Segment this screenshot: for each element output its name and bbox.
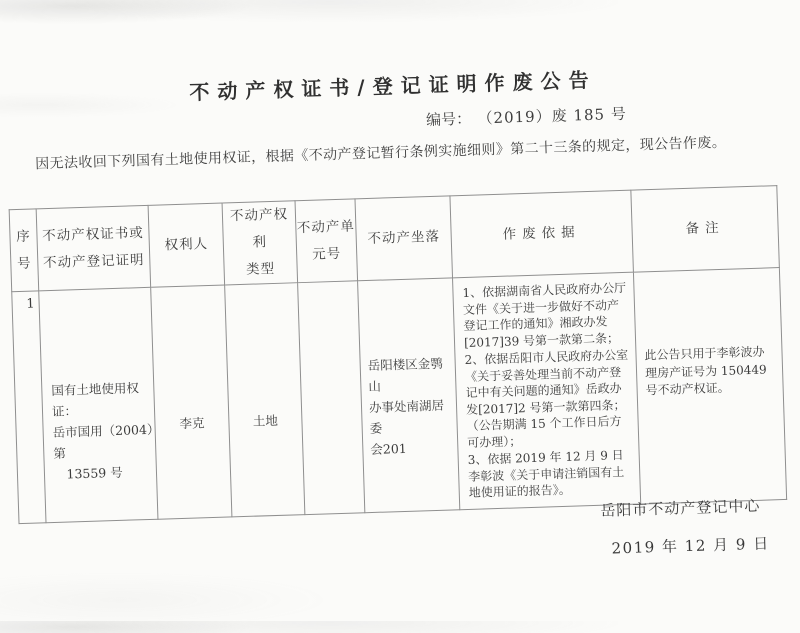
col-header-right-type: 不动产权利 类型 bbox=[222, 201, 298, 285]
col-header-remark: 备注 bbox=[631, 186, 780, 273]
table-row bbox=[12, 268, 787, 524]
notice-table bbox=[9, 185, 788, 524]
cell-holder: 李克 bbox=[151, 285, 232, 519]
intro-paragraph: 因无法收回下列国有土地使用权证，根据《不动产登记暂行条例实施细则》第二十三条的规定，现公告作废。 bbox=[34, 134, 727, 173]
doc-number-label: 编号： bbox=[425, 109, 472, 130]
basis-item: 3、依据 2019 年 12 月 9 日李彰波《关于申请注销国有土地使用证的报告》。 bbox=[467, 448, 625, 500]
col-header-certificate: 不动产权证书或 不动产登记证明 bbox=[36, 205, 151, 290]
col-header-holder: 权利人 bbox=[148, 203, 225, 287]
cell-unit-number bbox=[298, 281, 365, 515]
doc-number-value: （2019）废 185 号 bbox=[484, 104, 628, 128]
col-header-location: 不动产坐落 bbox=[355, 196, 453, 281]
cell-location: 岳阳楼区金鹗山 办事处南湖居委 会201 bbox=[358, 278, 460, 513]
doc-number-line bbox=[426, 103, 627, 130]
basis-item: 1、依据湖南省人民政府办公厅文件《关于进一步做好不动产登记工作的通知》湘政办发[2017]39 号第一款第二条； bbox=[462, 280, 627, 350]
cell-basis bbox=[453, 272, 641, 510]
col-header-unit-number: 不动产单 元号 bbox=[295, 199, 358, 283]
issuer-signature: 岳阳市不动产登记中心 bbox=[600, 496, 761, 520]
cell-right-type: 土地 bbox=[225, 283, 305, 517]
issue-date: 2019 年 12 月 9 日 bbox=[611, 534, 770, 558]
page-title: 不动产权证书/登记证明作废公告 bbox=[189, 67, 597, 105]
cell-certificate: 国有土地使用权证： 岳市国用（2004）第 13559 号 bbox=[39, 287, 158, 522]
cell-remark: 此公告只用于李彰波办理房产证号为 150449 号不动产权证。 bbox=[633, 268, 786, 504]
col-header-basis: 作废依据 bbox=[450, 190, 633, 278]
col-header-seq: 序 号 bbox=[9, 209, 39, 292]
basis-item: 2、依据岳阳市人民政府办公室《关于妥善处理当前不动产登记中有关问题的通知》岳政办发[2017]2 号第一款第四条；（公告期满 15 个工作日后方可办理）； bbox=[464, 347, 629, 450]
cell-seq: 1 bbox=[12, 291, 46, 524]
